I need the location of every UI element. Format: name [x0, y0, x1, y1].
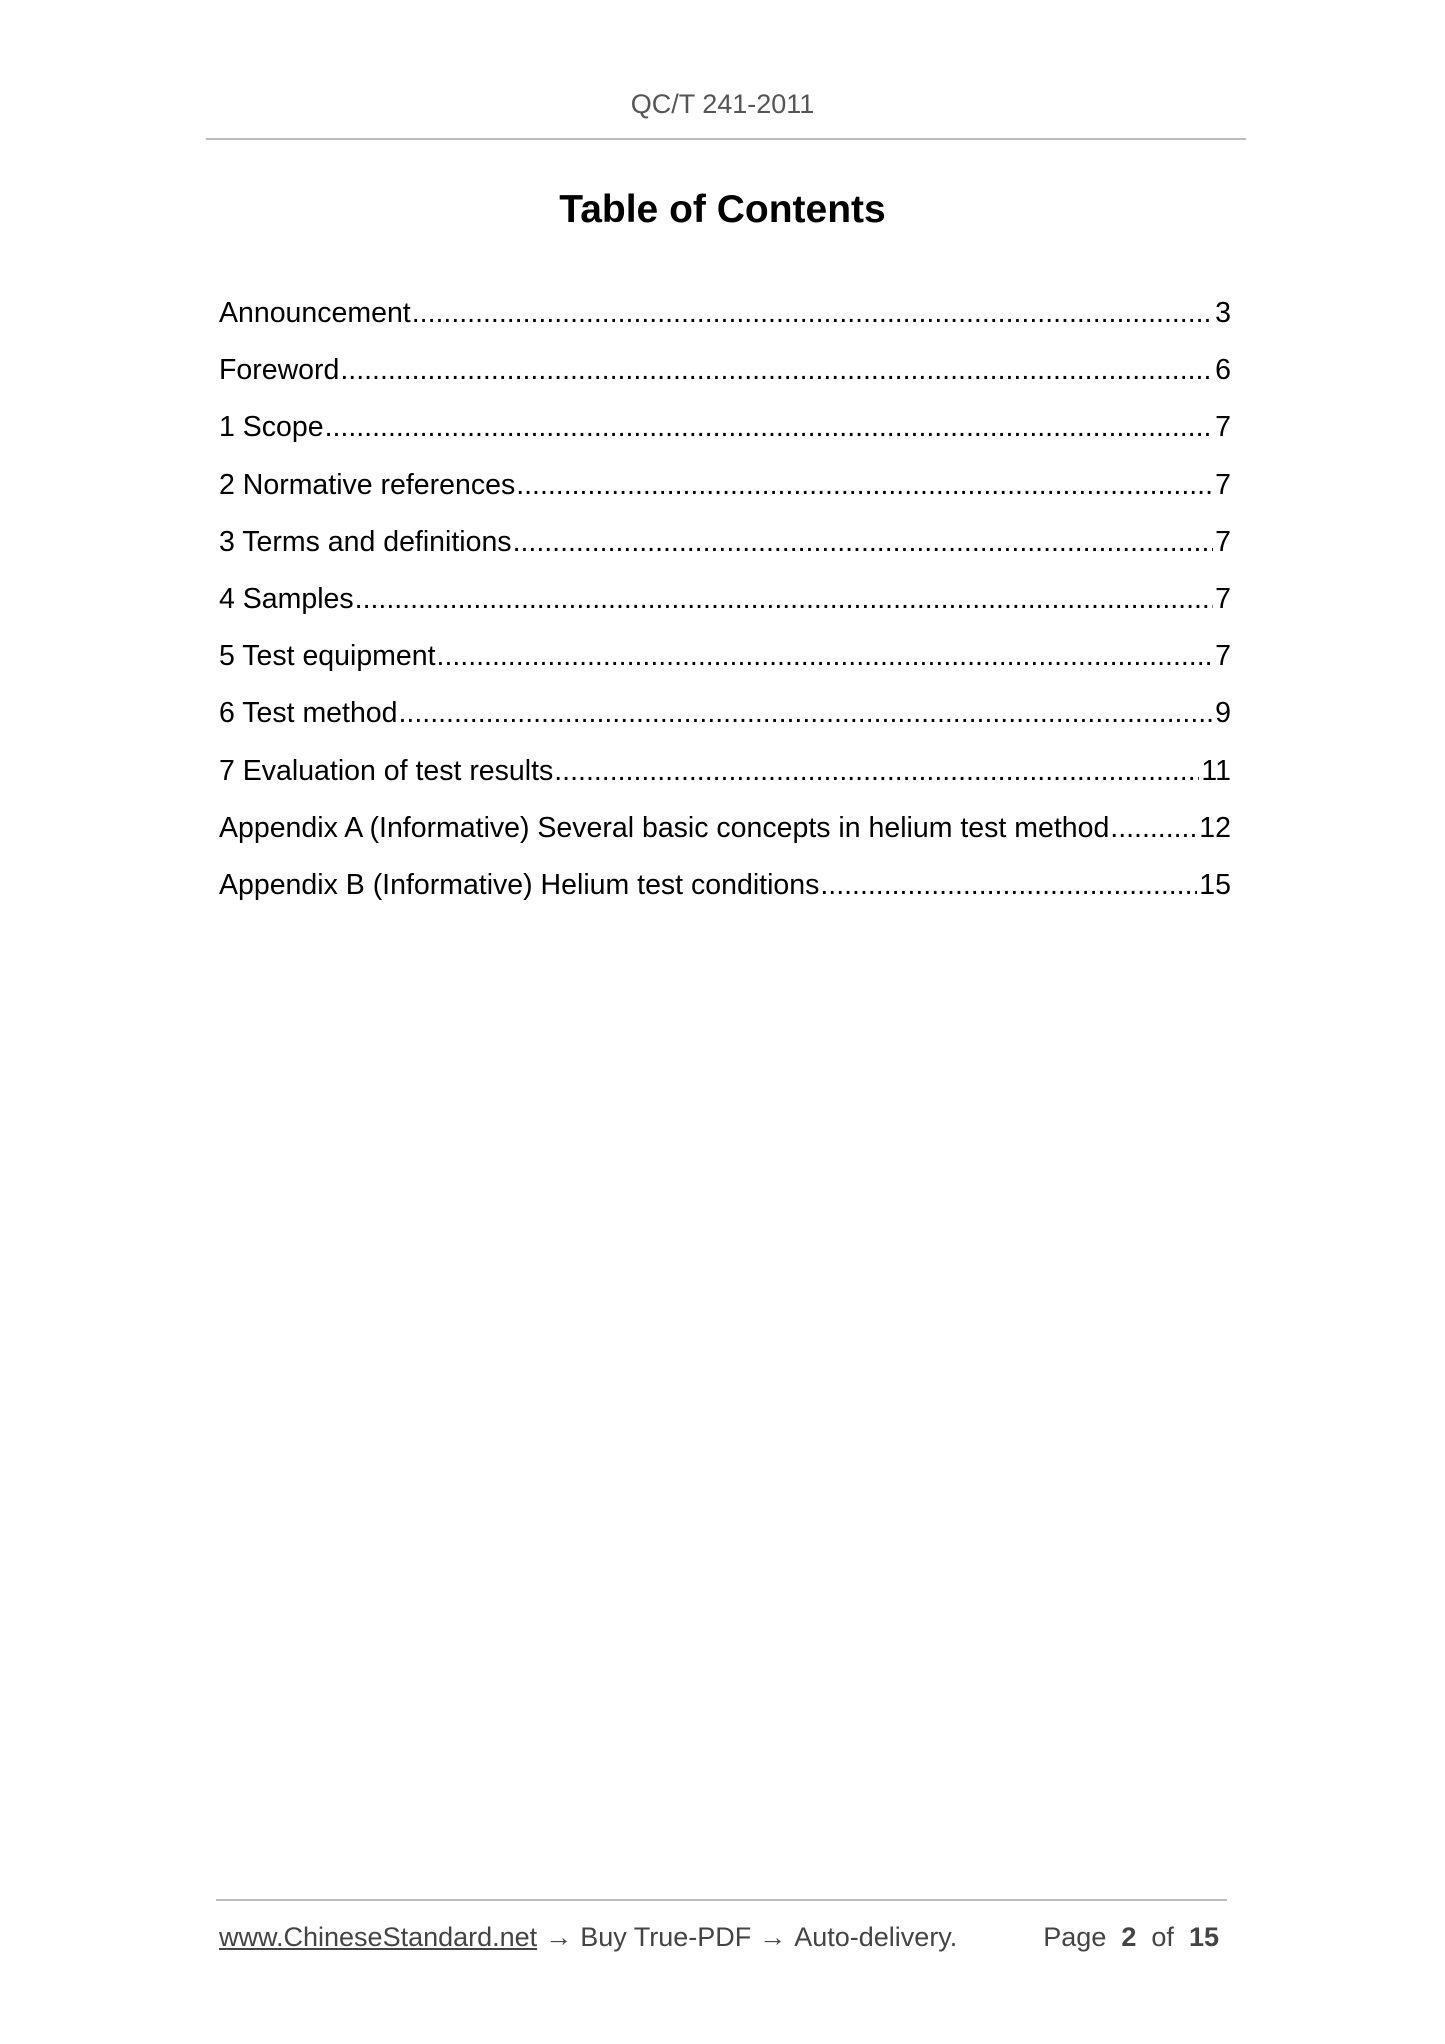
toc-entry-page: 11	[1201, 754, 1231, 787]
header-divider	[206, 138, 1246, 140]
page-header: QC/T 241-2011	[630, 89, 815, 119]
toc-dot-leader	[1110, 806, 1197, 851]
toc-entry-label: Announcement	[219, 297, 411, 329]
toc-entry-page: 9	[1215, 697, 1231, 730]
toc-list	[219, 291, 1231, 920]
toc-title: Table of Contents	[559, 188, 886, 231]
current-page-number: 2	[1121, 1922, 1137, 1952]
toc-entry-label: 1 Scope	[219, 411, 324, 444]
toc-entry-scope[interactable]	[219, 405, 1231, 462]
toc-entry-page: 7	[1215, 525, 1231, 558]
toc-dot-leader	[437, 634, 1214, 679]
toc-entry-page: 7	[1215, 582, 1231, 615]
right-arrow-icon: →	[759, 1922, 787, 1952]
toc-entry-foreword[interactable]	[219, 348, 1231, 405]
toc-entry-label: 2 Normative references	[219, 468, 516, 501]
toc-dot-leader	[399, 691, 1214, 736]
toc-dot-leader	[554, 749, 1199, 794]
toc-dot-leader	[325, 405, 1214, 450]
toc-entry-test-equipment[interactable]	[219, 634, 1231, 691]
auto-delivery-text: Auto-delivery.	[794, 1922, 958, 1952]
toc-entry-label: Appendix A (Informative) Several basic concepts in helium test method	[219, 811, 1110, 844]
toc-entry-evaluation-of-test-results[interactable]	[219, 749, 1231, 806]
toc-entry-appendix-a[interactable]	[219, 806, 1231, 863]
toc-dot-leader	[513, 520, 1214, 565]
right-arrow-icon: →	[545, 1922, 573, 1952]
toc-entry-page: 15	[1199, 868, 1231, 901]
toc-entry-label: 4 Samples	[219, 582, 354, 615]
toc-entry-announcement[interactable]	[219, 291, 1231, 348]
of-word: of	[1151, 1922, 1174, 1952]
toc-entry-label: Appendix B (Informative) Helium test conditions	[219, 868, 820, 901]
total-pages-number: 15	[1188, 1922, 1219, 1952]
toc-entry-page: 7	[1215, 411, 1231, 444]
site-link[interactable]: www.ChineseStandard.net	[219, 1922, 538, 1952]
toc-dot-leader	[412, 291, 1213, 336]
toc-entry-terms-and-definitions[interactable]	[219, 520, 1231, 577]
toc-entry-samples[interactable]	[219, 577, 1231, 634]
page-indicator	[1043, 1917, 1219, 1957]
toc-dot-leader	[516, 463, 1213, 508]
toc-entry-page: 12	[1199, 811, 1231, 844]
footer-divider	[216, 1899, 1227, 1901]
toc-entry-label: 7 Evaluation of test results	[219, 754, 554, 787]
page-word: Page	[1043, 1922, 1107, 1952]
toc-entry-appendix-b[interactable]	[219, 863, 1231, 920]
toc-dot-leader	[820, 863, 1197, 908]
toc-entry-test-method[interactable]	[219, 691, 1231, 748]
toc-entry-page: 6	[1215, 354, 1231, 387]
toc-entry-page: 7	[1215, 468, 1231, 501]
toc-entry-label: 3 Terms and definitions	[219, 525, 512, 558]
toc-entry-label: 6 Test method	[219, 697, 398, 730]
buy-true-pdf-text: Buy True-PDF	[580, 1922, 752, 1952]
page-footer	[219, 1917, 1219, 1957]
toc-entry-label: Foreword	[219, 354, 340, 387]
toc-entry-page: 3	[1215, 297, 1231, 329]
toc-entry-label: 5 Test equipment	[219, 640, 436, 673]
toc-entry-normative-references[interactable]	[219, 463, 1231, 520]
toc-entry-page: 7	[1215, 640, 1231, 673]
toc-dot-leader	[340, 348, 1213, 393]
toc-dot-leader	[355, 577, 1213, 622]
